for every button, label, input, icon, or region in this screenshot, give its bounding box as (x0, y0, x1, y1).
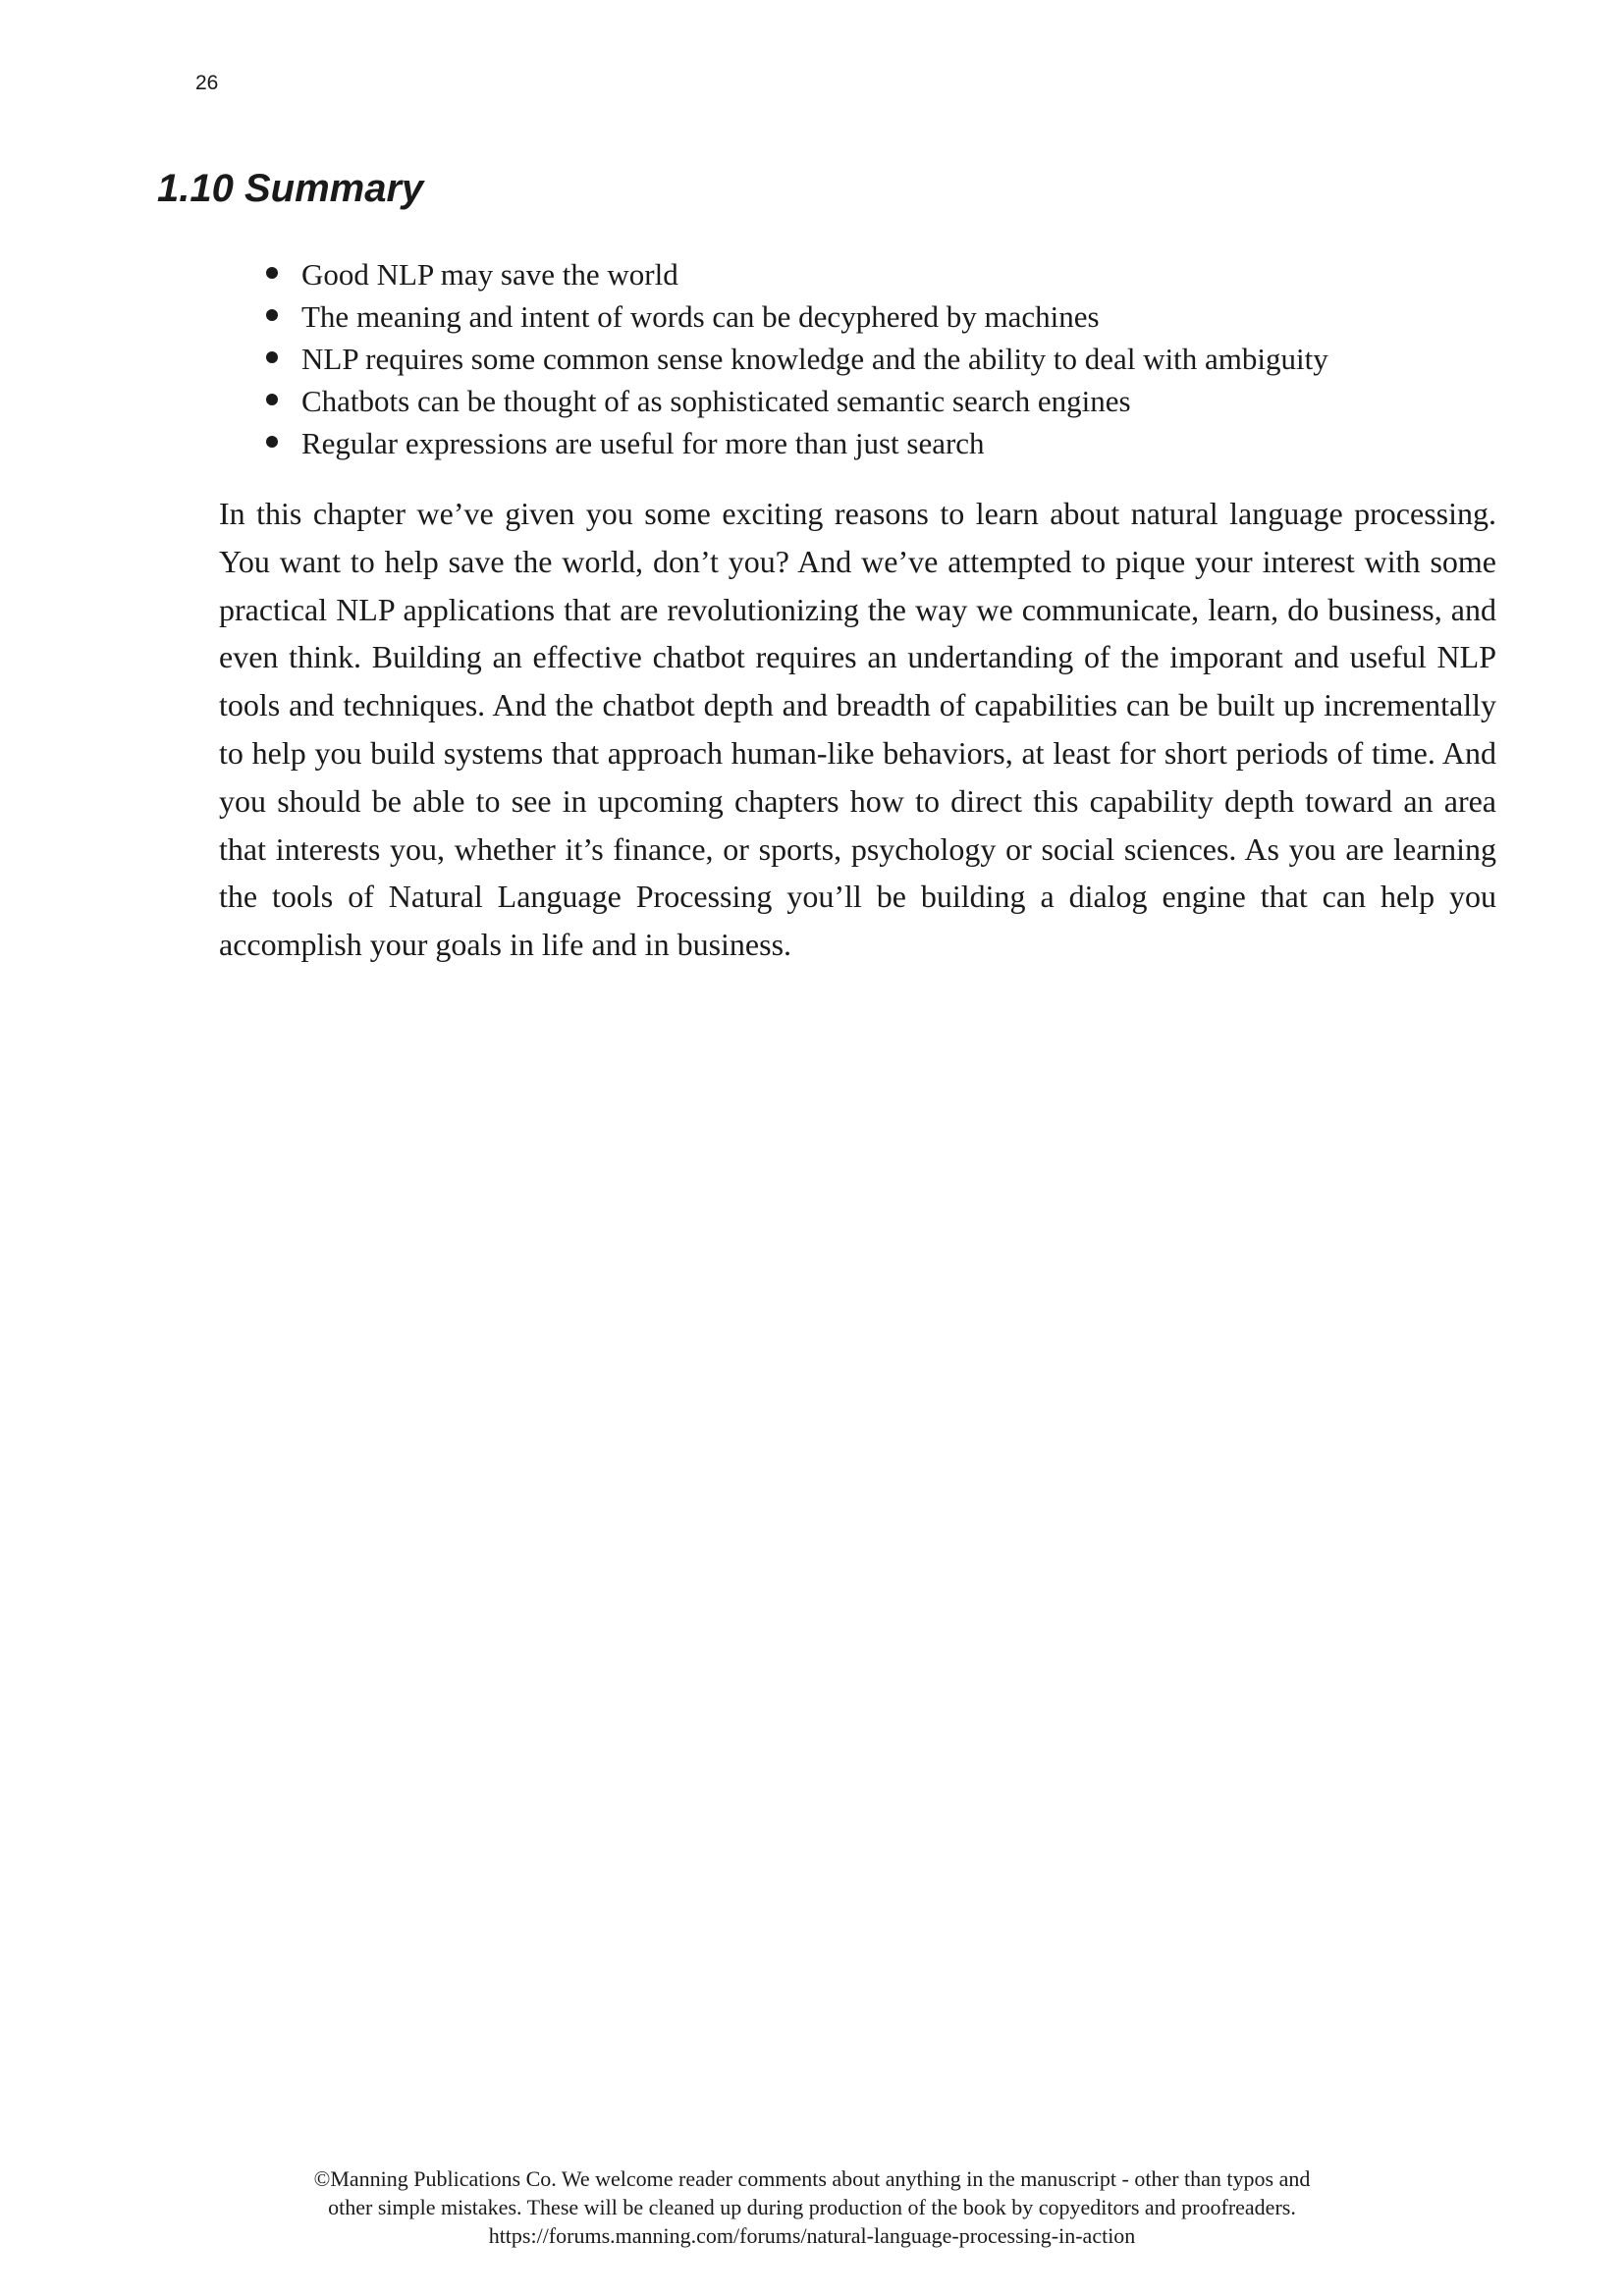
list-item (262, 380, 1539, 422)
footer-line-1: ©Manning Publications Co. We welcome reader comments about anything in the manuscript - other than typos and (313, 2166, 1311, 2191)
list-item (262, 253, 1539, 295)
section-title: 1.10 Summary (157, 167, 424, 210)
page-number: 26 (195, 72, 219, 94)
bullet-text: Regular expressions are useful for more than just search (301, 426, 985, 460)
copyright-footer (0, 2164, 1624, 2250)
footer-url: https://forums.manning.com/forums/natural-language-processing-in-action (488, 2223, 1136, 2248)
bullet-text: Chatbots can be thought of as sophisticated semantic search engines (301, 384, 1131, 418)
bullet-icon (266, 267, 278, 279)
bullet-text: Good NLP may save the world (301, 257, 678, 292)
list-item (262, 295, 1539, 338)
bullet-icon (266, 309, 278, 321)
summary-paragraph: In this chapter we’ve given you some exciting reasons to learn about natural language processing. You want to help save the world, don’t you? And we’ve attempted to pique your interest with some practical NLP applications that are revolutionizing the way we communicate, learn, do business, and even think. Building an effective chatbot requires an undertanding of the imporant and useful NLP tools and techniques. And the chatbot depth and breadth of capabilities can be built up incrementally to help you build systems that approach human-like behaviors, at least for short periods of time. And you should be able to see in upcoming chapters how to direct this capability depth toward an area that interests you, whether it’s finance, or sports, psychology or social sciences. As you are learning the tools of Natural Language Processing you’ll be building a dialog engine that can help you accomplish your goals in life and in business. (219, 496, 1496, 963)
bullet-icon (266, 351, 278, 363)
bullet-icon (266, 394, 278, 405)
footer-line-2: other simple mistakes. These will be cleaned up during production of the book by copyeditors and proofreaders. (328, 2195, 1296, 2219)
summary-bullet-list (262, 253, 1539, 464)
bullet-text: NLP requires some common sense knowledge and the ability to deal with ambiguity (301, 342, 1328, 376)
list-item (262, 422, 1539, 464)
bullet-icon (266, 436, 278, 448)
bullet-text: The meaning and intent of words can be decyphered by machines (301, 299, 1100, 334)
list-item (262, 338, 1539, 380)
